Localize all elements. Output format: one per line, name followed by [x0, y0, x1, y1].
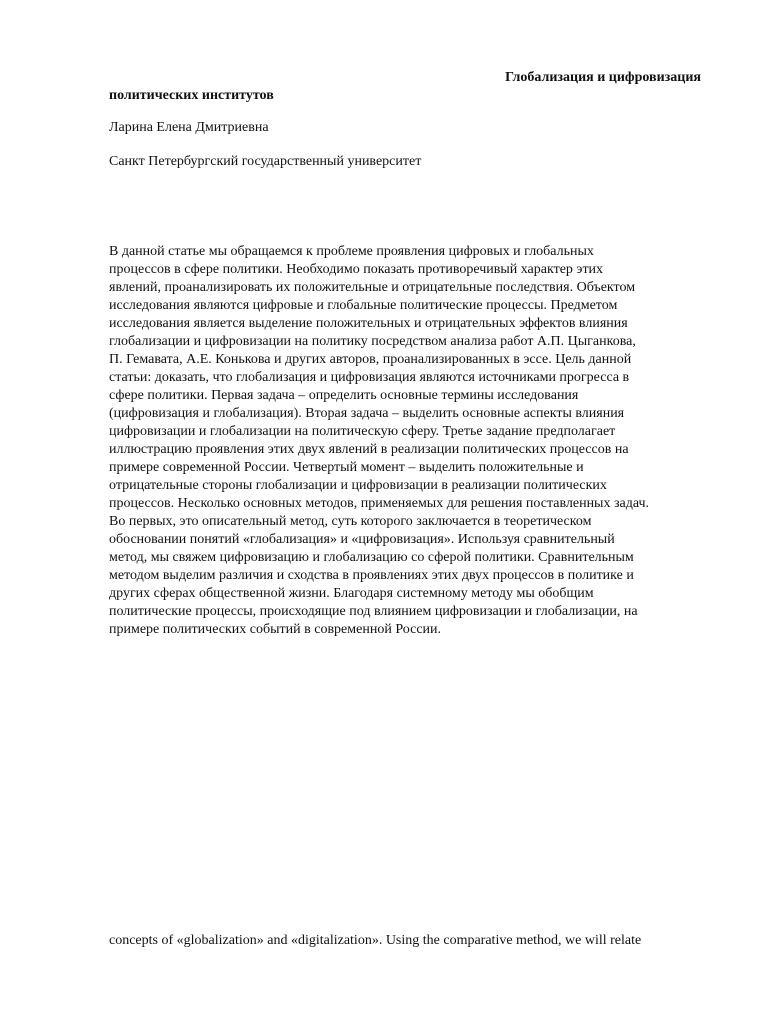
title-line-2: политических институтов: [109, 88, 274, 103]
abstract-line: процессов в сфере политики. Необходимо показать противоречивый характер этих: [109, 262, 604, 277]
abstract-line: других сферах общественной жизни. Благодаря системному методу мы обобщим: [109, 586, 594, 601]
abstract-line: В данной статье мы обращаемся к проблеме проявления цифровых и глобальных: [109, 244, 594, 259]
abstract-line: политические процессы, происходящие под влиянием цифровизации и глобализации, на: [109, 604, 638, 619]
english-text-line: concepts of «globalization» and «digitalization». Using the comparative method, we will relate: [109, 933, 642, 948]
author-name: Ларина Елена Дмитриевна: [109, 120, 269, 135]
abstract-line: обосновании понятий «глобализация» и «цифровизация». Используя сравнительный: [109, 532, 615, 547]
university-name: Санкт Петербургский государственный университет: [109, 154, 422, 169]
abstract-line: метод, мы свяжем цифровизацию и глобализацию со сферой политики. Сравнительным: [109, 550, 634, 565]
abstract-line: отрицательные стороны глобализации и цифровизации в реализации политических: [109, 478, 607, 493]
title-line-1: Глобализация и цифровизация: [505, 70, 701, 85]
abstract-line: явлений, проанализировать их положительные и отрицательные последствия. Объектом: [109, 280, 636, 295]
abstract-line: иллюстрацию проявления этих двух явлений в реализации политических процессов на: [109, 442, 629, 457]
abstract-line: Во первых, это описательный метод, суть которого заключается в теоретическом: [109, 514, 592, 529]
abstract-line: методом выделим различия и сходства в проявлениях этих двух процессов в политике и: [109, 568, 634, 583]
abstract-line: примере политических событий в современной России.: [109, 622, 442, 637]
abstract-paragraph: [109, 243, 714, 639]
abstract-line: (цифровизация и глобализация). Вторая задача – выделить основные аспекты влияния: [109, 406, 625, 421]
abstract-line: глобализации и цифровизации на политику посредством анализа работ А.П. Цыганкова,: [109, 334, 636, 349]
abstract-line: сфере политики. Первая задача – определить основные термины исследования: [109, 388, 579, 403]
abstract-line: процессов. Несколько основных методов, применяемых для решения поставленных задач.: [109, 496, 650, 511]
abstract-line: цифровизации и глобализации на политическую сферу. Третье задание предполагает: [109, 424, 616, 439]
abstract-line: статьи: доказать, что глобализация и цифровизация являются источниками прогресса в: [109, 370, 630, 385]
abstract-line: исследования являются цифровые и глобальные политические процессы. Предметом: [109, 298, 618, 313]
abstract-line: примере современной России. Четвертый момент – выделить положительные и: [109, 460, 584, 475]
abstract-line: исследования является выделение положительных и отрицательных эффектов влияния: [109, 316, 628, 331]
abstract-line: П. Гемавата, А.Е. Конькова и других авторов, проанализированных в эссе. Цель данной: [109, 352, 632, 367]
